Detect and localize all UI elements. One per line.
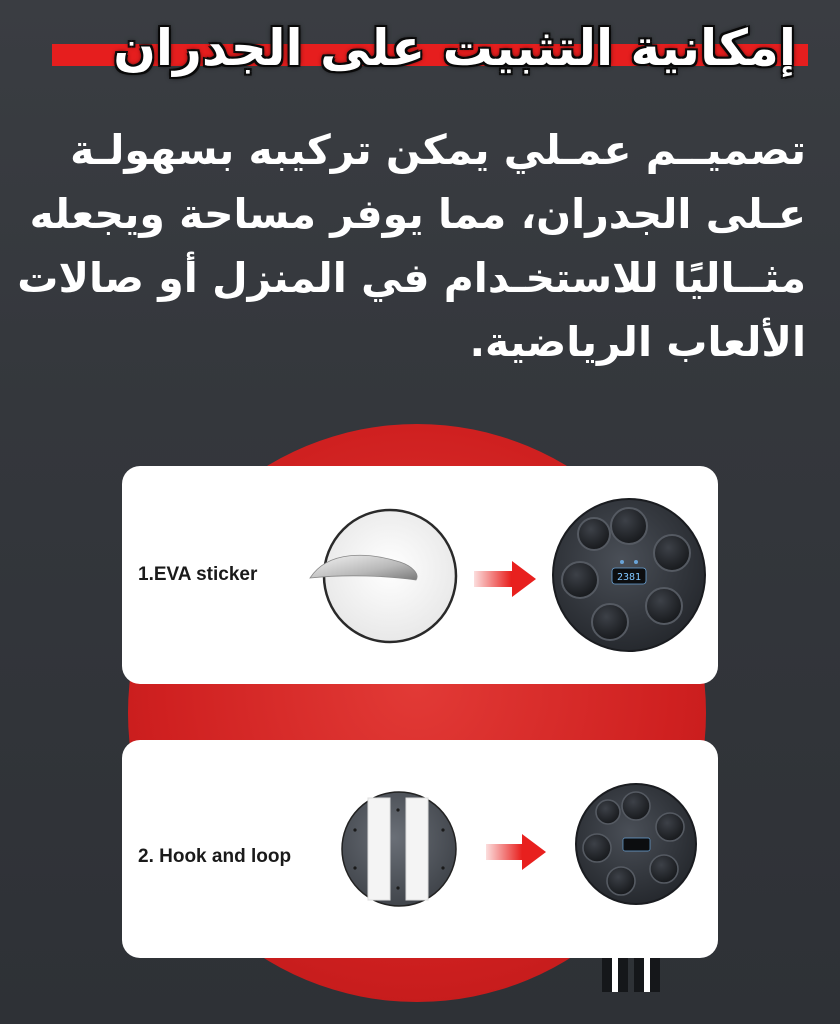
option-card-eva-sticker bbox=[122, 466, 718, 684]
arrow-right-icon bbox=[486, 832, 546, 872]
device-display: 2381 bbox=[616, 572, 642, 583]
description-line-2: عـلى الجدران، مما يوفر مساحة ويجعله bbox=[29, 190, 806, 238]
music-boxing-machine-icon bbox=[550, 496, 708, 654]
hook-and-loop-plate-icon bbox=[340, 790, 458, 908]
option-card-hook-and-loop bbox=[122, 740, 718, 958]
arrow-right-icon bbox=[474, 559, 536, 599]
description-line-4: الألعاب الرياضية. bbox=[469, 318, 806, 366]
option-label-eva-sticker: 1.EVA sticker bbox=[138, 564, 258, 585]
music-boxing-machine-icon bbox=[574, 782, 698, 906]
page-title: إمكانية التثبيت على الجدران bbox=[113, 19, 796, 77]
header bbox=[0, 0, 840, 100]
eva-sticker-pad-icon bbox=[308, 508, 458, 648]
option-label-hook-and-loop: 2. Hook and loop bbox=[138, 846, 292, 867]
description bbox=[17, 118, 806, 374]
description-line-3: مثــاليًا للاستخـدام في المنزل أو صالات bbox=[17, 254, 806, 302]
description-line-1: تصميــم عمـلي يمكن تركيبه بسهولـة bbox=[70, 126, 806, 174]
